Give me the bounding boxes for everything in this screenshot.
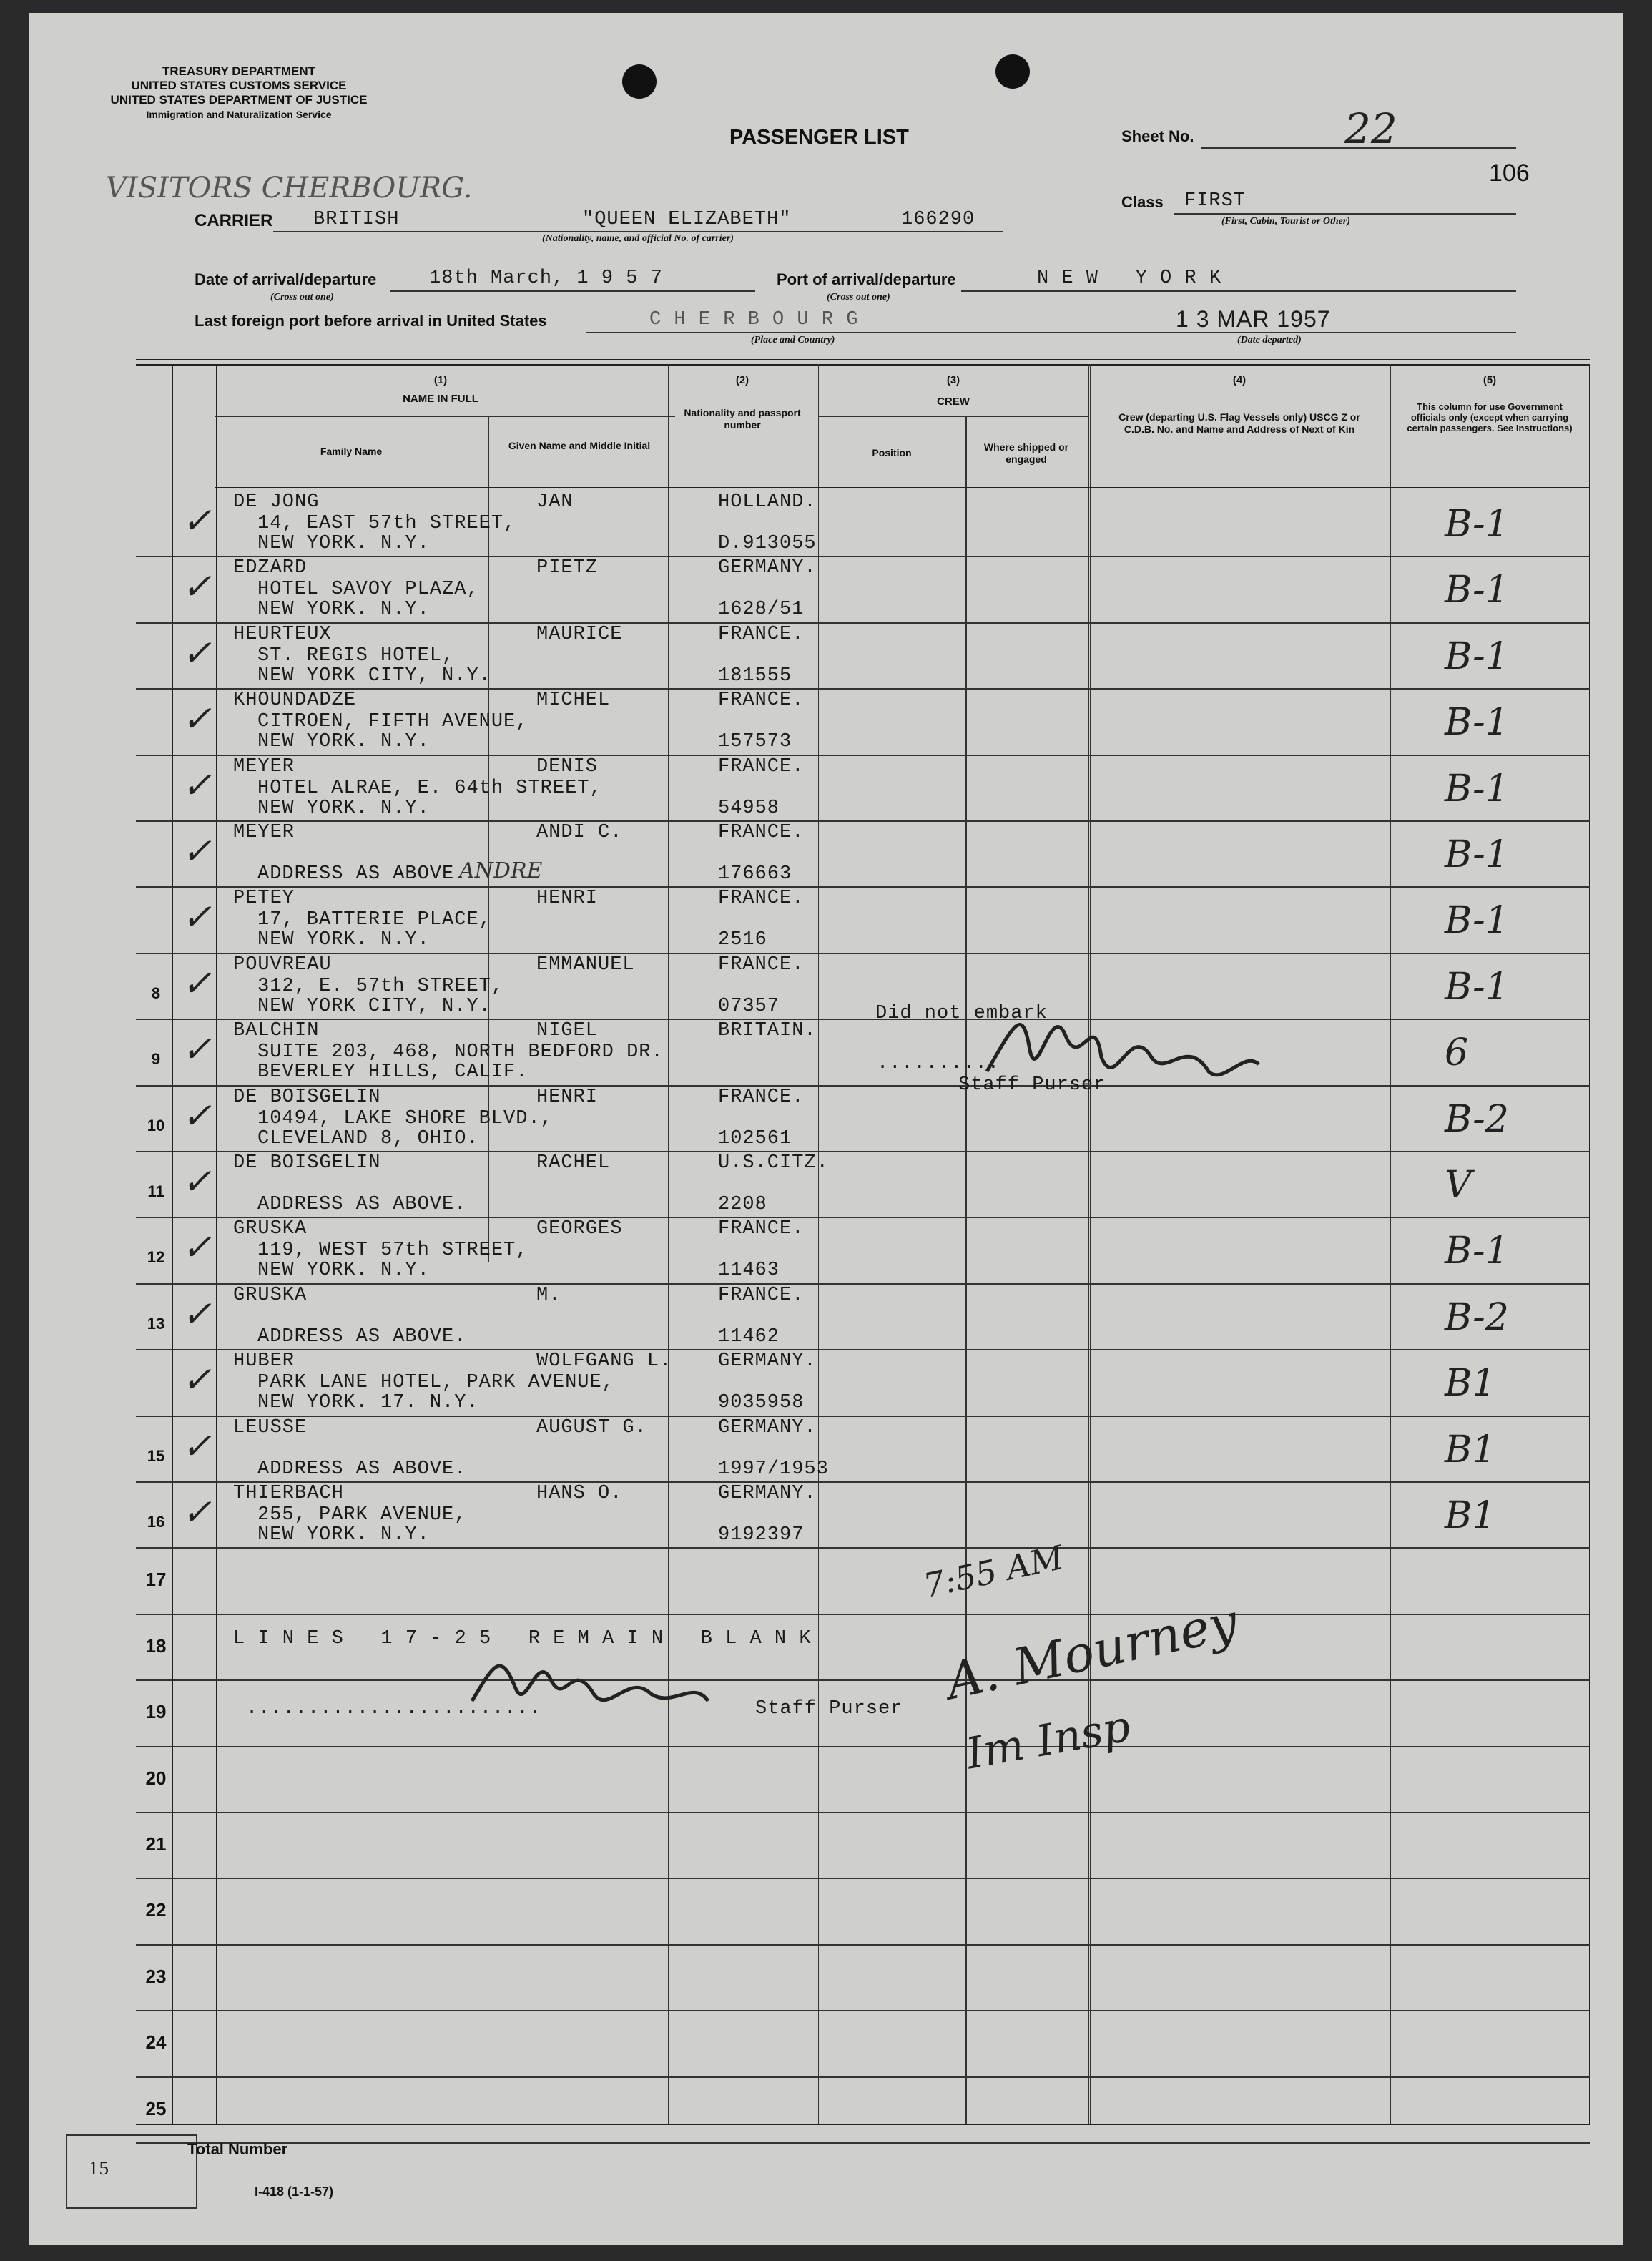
passport-number: 181555 [718,664,792,687]
date-value: 18th March, 1 9 5 7 [429,268,663,289]
sheet-number: 22 [1344,104,1397,153]
given-name: MICHEL [536,690,611,712]
col4-num: (4) [1232,374,1247,386]
agency-line: TREASURY DEPARTMENT [162,64,316,78]
passport-number: 157573 [718,731,792,753]
row-number: 11 [147,1182,164,1200]
lastport-value: C H E R B O U R G [649,309,859,330]
class-value: FIRST [1184,190,1247,212]
family-name: GRUSKA [233,1218,308,1240]
agency-line: UNITED STATES CUSTOMS SERVICE [131,79,347,92]
family-name: EDZARD [233,557,308,579]
table-row [136,2076,1590,2144]
punch-hole [995,54,1030,89]
family-name: DE BOISGELIN [233,1086,381,1108]
address-line: 10494, LAKE SHORE BLVD., [257,1107,553,1129]
family-name: LEUSSE [233,1416,308,1438]
checkmark-icon: ✓ [182,632,212,674]
family-name: PETEY [233,888,295,910]
row-number: 22 [145,1899,167,1921]
gov-code: B-1 [1445,569,1509,612]
address-line: HOTEL ALRAE, E. 64th STREET, [257,777,602,799]
agency-line: UNITED STATES DEPARTMENT OF JUSTICE [110,93,368,107]
address-line: PARK LANE HOTEL, PARK AVENUE, [257,1372,614,1394]
checkmark-icon: ✓ [182,1227,212,1269]
lines-remain-blank: L I N E S 1 7 - 2 5 R E M A I N B L A N K [233,1628,812,1649]
date-cross-out: (Cross out one) [270,292,334,303]
passport-number: 1628/51 [718,599,805,621]
nationality: U.S.CITZ. [718,1152,829,1174]
gov-code: B-1 [1445,965,1509,1009]
checkmark-icon: ✓ [182,896,212,938]
lastport-caption: (Place and Country) [751,335,835,345]
table-row [136,953,1590,1020]
gov-code: B-1 [1445,503,1509,546]
table-row [136,1019,1590,1086]
col1-num: (1) [433,374,448,386]
address-line: 119, WEST 57th STREET, [257,1240,528,1262]
passport-number: 07357 [718,995,780,1017]
purser-signature-2 [458,1637,715,1722]
passenger-table [136,358,1590,2125]
col3b-title: Where shipped or engaged [983,441,1069,465]
checkmark-icon: ✓ [182,1029,212,1071]
col4-title: Crew (departing U.S. Flag Vessels only) USCG Z or C.D.B. No. and Name and Address of Next of Kin [1118,411,1360,435]
page-number: 106 [1489,160,1530,187]
family-name: MEYER [233,822,295,843]
inspector-signature: A. Mourney [940,1591,1243,1712]
family-name: POUVREAU [233,953,332,976]
passport-number: 2208 [718,1194,767,1215]
passenger-list-sheet [29,13,1623,2245]
time-note: 7:55 AM [920,1537,1067,1606]
nationality: GERMANY. [718,557,817,579]
dots: .......... [877,1053,1000,1074]
given-name: M. [536,1284,561,1306]
page-title: PASSENGER LIST [729,126,909,149]
gov-code: B1 [1445,1428,1496,1471]
table-row [136,1944,1590,2011]
address-line: 255, PARK AVENUE, [257,1504,467,1526]
col1a-title: Family Name [320,446,383,457]
gov-code: B-2 [1445,1097,1509,1141]
table-row [136,1547,1590,1614]
address-line: SUITE 203, 468, NORTH BEDFORD DR. [257,1041,664,1064]
table-row [136,622,1590,690]
gov-code: B-1 [1445,833,1509,876]
gov-code: B-1 [1445,634,1509,678]
passport-number: 176663 [718,863,792,885]
table-row [136,1217,1590,1284]
col2-title: Nationality and passport number [684,407,801,431]
nationality: HOLLAND. [718,491,817,513]
date-departed-caption: (Date departed) [1237,335,1302,345]
given-name: HENRI [536,1086,599,1108]
nationality: FRANCE. [718,822,805,843]
checkmark-icon: ✓ [182,764,212,806]
lastport-label: Last foreign port before arrival in United States [195,312,547,330]
sheet-label: Sheet No. [1121,127,1194,145]
nationality: FRANCE. [718,888,805,910]
class-label: Class [1121,193,1164,211]
table-row [136,1151,1590,1218]
row-number: 23 [145,1965,167,1987]
given-name: MAURICE [536,623,623,645]
nationality: GERMANY. [718,1483,817,1504]
gov-code: V [1445,1164,1472,1207]
address-line: NEW YORK. N.Y. [257,797,430,819]
address-line: 17, BATTERIE PLACE, [257,909,491,931]
row-number: 17 [145,1569,167,1591]
family-name: BALCHIN [233,1020,320,1042]
port-label: Port of arrival/departure [777,270,956,288]
row-number: 16 [147,1513,165,1531]
port-value: N E W Y O R K [1037,268,1222,289]
nationality: FRANCE. [718,690,805,712]
gov-code: B-1 [1445,899,1509,943]
form-number: I-418 (1-1-57) [255,2184,334,2199]
nationality: BRITAIN. [718,1020,817,1042]
nationality: FRANCE. [718,1284,805,1306]
row-number: 18 [145,1634,167,1657]
did-not-embark: Did not embark [875,1003,1048,1024]
address-line: ADDRESS AS ABOVE. [257,1458,467,1480]
address-line: ADDRESS AS ABOVE. [257,1194,467,1215]
andre-note: ANDRE [459,858,543,883]
gov-code: B-1 [1445,1230,1509,1273]
nationality: FRANCE. [718,623,805,645]
table-row [136,1416,1590,1483]
staff-purser: Staff Purser [958,1074,1106,1096]
passport-number: 1997/1953 [718,1458,829,1480]
family-name: HUBER [233,1350,295,1373]
given-name: PIETZ [536,557,599,579]
table-row [136,688,1590,755]
nationality: FRANCE. [718,1086,805,1108]
gov-code: 6 [1445,1031,1469,1075]
port-cross-out: (Cross out one) [827,292,890,303]
address-line: NEW YORK. N.Y. [257,929,430,951]
checkmark-icon: ✓ [182,566,212,608]
gov-code: B-1 [1445,701,1509,745]
row-number: 25 [145,2097,167,2119]
checkmark-icon: ✓ [182,698,212,740]
given-name: ANDI C. [536,822,623,843]
table-row [136,1746,1590,1813]
checkmark-icon: ✓ [182,500,212,541]
col2-num: (2) [735,374,749,386]
checkmark-icon: ✓ [182,830,212,872]
family-name: DE BOISGELIN [233,1152,381,1174]
checkmark-icon: ✓ [182,1491,212,1533]
passport-number: 2516 [718,929,767,951]
row-number: 13 [147,1314,165,1333]
given-name: WOLFGANG L. [536,1350,672,1373]
passport-number: 11462 [718,1325,780,1348]
address-line: ADDRESS AS ABOVE. [257,863,467,885]
table-row [136,820,1590,888]
row-number: 10 [147,1116,165,1134]
given-name: GEORGES [536,1218,623,1240]
given-name: RACHEL [536,1152,611,1174]
checkmark-icon: ✓ [182,1359,212,1401]
col3-num: (3) [946,374,960,386]
col3-title: CREW [937,396,970,408]
col5-num: (5) [1483,374,1497,386]
agency-header [89,64,389,122]
address-line: NEW YORK. N.Y. [257,1524,430,1546]
row-number: 20 [145,1767,167,1789]
passport-number: 102561 [718,1127,792,1149]
dots2: ........................ [246,1698,541,1720]
family-name: HEURTEUX [233,623,332,645]
total-value: 15 [89,2157,109,2179]
punch-hole [622,64,657,99]
table-row [136,1349,1590,1416]
row-number: 21 [145,1833,167,1855]
col1b-title: Given Name and Middle Initial [508,440,651,451]
address-line: NEW YORK. N.Y. [257,731,430,753]
family-name: THIERBACH [233,1483,344,1504]
given-name: JAN [536,491,574,513]
table-row [136,2010,1590,2077]
address-line: BEVERLEY HILLS, CALIF. [257,1061,528,1084]
gov-code: B-1 [1445,767,1509,810]
carrier-caption: (Nationality, name, and official No. of carrier) [542,233,734,244]
address-line: ST. REGIS HOTEL, [257,644,455,667]
nationality: GERMANY. [718,1416,817,1438]
carrier-nationality: BRITISH [313,209,400,230]
given-name: HANS O. [536,1483,623,1504]
table-row [136,886,1590,953]
table-row [136,755,1590,822]
passport-number: 9035958 [718,1392,805,1414]
given-name: AUGUST G. [536,1416,647,1438]
visitors-note: VISITORS CHERBOURG. [106,172,473,205]
table-row [136,490,1590,557]
family-name: GRUSKA [233,1284,308,1306]
family-name: MEYER [233,755,295,778]
given-name: NIGEL [536,1020,599,1042]
address-line: NEW YORK. N.Y. [257,1260,430,1282]
checkmark-icon: ✓ [182,962,212,1004]
row-number: 15 [147,1446,165,1465]
nationality: FRANCE. [718,1218,805,1240]
checkmark-icon: ✓ [182,1293,212,1335]
table-row [136,1283,1590,1350]
date-departed: 1 3 MAR 1957 [1176,306,1331,332]
nationality: FRANCE. [718,755,805,778]
table-row [136,1812,1590,1879]
col3a-title: Position [872,447,912,458]
carrier-label: CARRIER [195,211,273,230]
address-line: NEW YORK. N.Y. [257,533,430,554]
checkmark-icon: ✓ [182,1161,212,1202]
carrier-number: 166290 [901,209,975,230]
passport-number: 11463 [718,1260,780,1282]
address-line: HOTEL SAVOY PLAZA, [257,579,479,601]
address-line: CLEVELAND 8, OHIO. [257,1127,479,1149]
address-line: NEW YORK CITY, N.Y. [257,995,491,1017]
address-line: 14, EAST 57th STREET, [257,513,516,534]
table-row [136,1878,1590,1945]
col5-title: This column for use Government officials only (except when carrying certain passengers. See Instructions) [1407,401,1573,433]
address-line: NEW YORK. N.Y. [257,599,430,621]
address-line: NEW YORK. 17. N.Y. [257,1392,479,1414]
total-box [66,2134,197,2209]
address-line: 312, E. 57th STREET, [257,975,504,997]
passport-number: D.913055 [718,533,817,554]
col1-title: NAME IN FULL [403,393,478,405]
total-label: Total Number [187,2140,288,2158]
row-number: 8 [151,984,161,1002]
checkmark-icon: ✓ [182,1094,212,1137]
table-row [136,556,1590,623]
address-line: CITROEN, FIFTH AVENUE, [257,711,528,733]
passport-number: 9192397 [718,1524,805,1546]
address-line: ADDRESS AS ABOVE. [257,1325,467,1348]
address-line: NEW YORK CITY, N.Y. [257,664,491,687]
gov-code: B1 [1445,1362,1496,1406]
given-name: HENRI [536,888,599,910]
date-label: Date of arrival/departure [195,270,377,288]
carrier-name: "QUEEN ELIZABETH" [582,209,792,230]
family-name: DE JONG [233,491,320,513]
gov-code: B1 [1445,1494,1496,1537]
class-caption: (First, Cabin, Tourist or Other) [1221,216,1350,227]
row-number: 24 [145,2031,167,2054]
nationality: GERMANY. [718,1350,817,1373]
given-name: EMMANUEL [536,953,635,976]
agency-line: Immigration and Naturalization Service [146,109,332,120]
inspector-title: Im Insp [962,1701,1134,1780]
family-name: KHOUNDADZE [233,690,357,712]
row-number: 19 [145,1701,167,1723]
gov-code: B-2 [1445,1295,1509,1339]
row-number: 12 [147,1248,165,1267]
passport-number: 54958 [718,797,780,819]
table-row [136,1481,1590,1549]
row-number: 9 [151,1050,161,1069]
nationality: FRANCE. [718,953,805,976]
table-row [136,1085,1590,1152]
purser-signature [973,993,1273,1100]
checkmark-icon: ✓ [182,1425,212,1467]
staff-purser2: Staff Purser [755,1698,903,1720]
given-name: DENIS [536,755,599,778]
